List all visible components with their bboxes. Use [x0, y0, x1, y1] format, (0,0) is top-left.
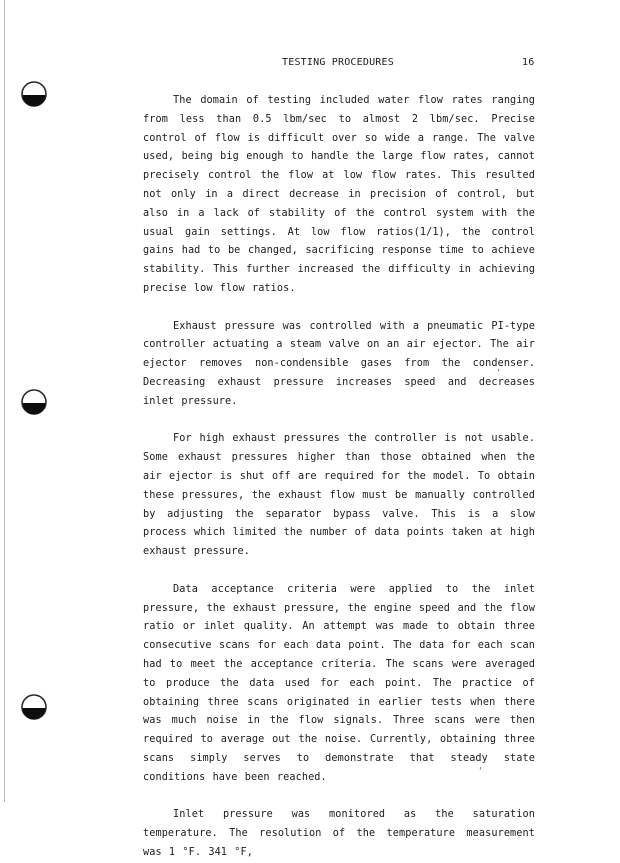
paragraph-flow-testing: The domain of testing included water flow rates ranging from less than 0.5 lbm/sec to almost 2 lbm/sec. Precise control of flow is difficult over so wide a range. The valve used, being big enough to handle the large flow rates, cannot precisely control the flow at low flow rates. This resulted not only in a direct decrease in precision of control, but also in a lack of stability of the control system with the usual gain settings. At low flow ratios(1/1), the control gains had to be changed, sacrificing response time to achieve stability. This further increased the difficulty in achieving precise low flow ratios. — [143, 95, 535, 294]
paragraph-inlet-pressure: Inlet pressure was monitored as the saturation temperature. The resolution of the temperature measurement was 1 °F. 341 °F, — [143, 809, 535, 858]
scan-speck: ‘ — [478, 766, 483, 775]
running-header-title: TESTING PROCEDURES — [282, 57, 394, 68]
body-text — [143, 92, 535, 863]
page-number: 16 — [522, 57, 535, 68]
paragraph-acceptance-criteria: Data acceptance criteria were applied to the inlet pressure, the exhaust pressure, the engine speed and the flow ratio or inlet quality. An attempt was made to obtain three consecutive scans for each data point. The data for each scan had to meet the acceptance criteria. The scans were averaged to produce the data used for each point. The practice of obtaining three scans originated in earlier tests when there was much noise in the flow signals. Three scans were then required to average out the noise. Currently, obtaining three scans simply serves to demonstrate that steady state conditions have been reached. — [143, 583, 535, 783]
scan-speck: ’ — [496, 368, 501, 377]
page-header — [0, 57, 620, 71]
punch-hole-icon — [20, 80, 48, 108]
page-left-edge — [4, 0, 5, 802]
punch-hole-icon — [20, 388, 48, 416]
punch-hole-icon — [20, 693, 48, 721]
paragraph-high-exhaust-pressure: For high exhaust pressures the controller is not usable. Some exhaust pressures higher than those obtained when the air ejector is shut off are required for the model. To obtain these pressures, the exhaust flow must be manually controlled by adjusting the separator bypass valve. This is a slow process which limited the number of data points taken at high exhaust pressure. — [143, 433, 535, 558]
paragraph-exhaust-pressure: Exhaust pressure was controlled with a pneumatic PI-type controller actuating a steam valve on an air ejector. The air ejector removes non-condensible gases from the condenser. Decreasing exhaust pressure increases speed and decreases inlet pressure. — [143, 320, 535, 407]
